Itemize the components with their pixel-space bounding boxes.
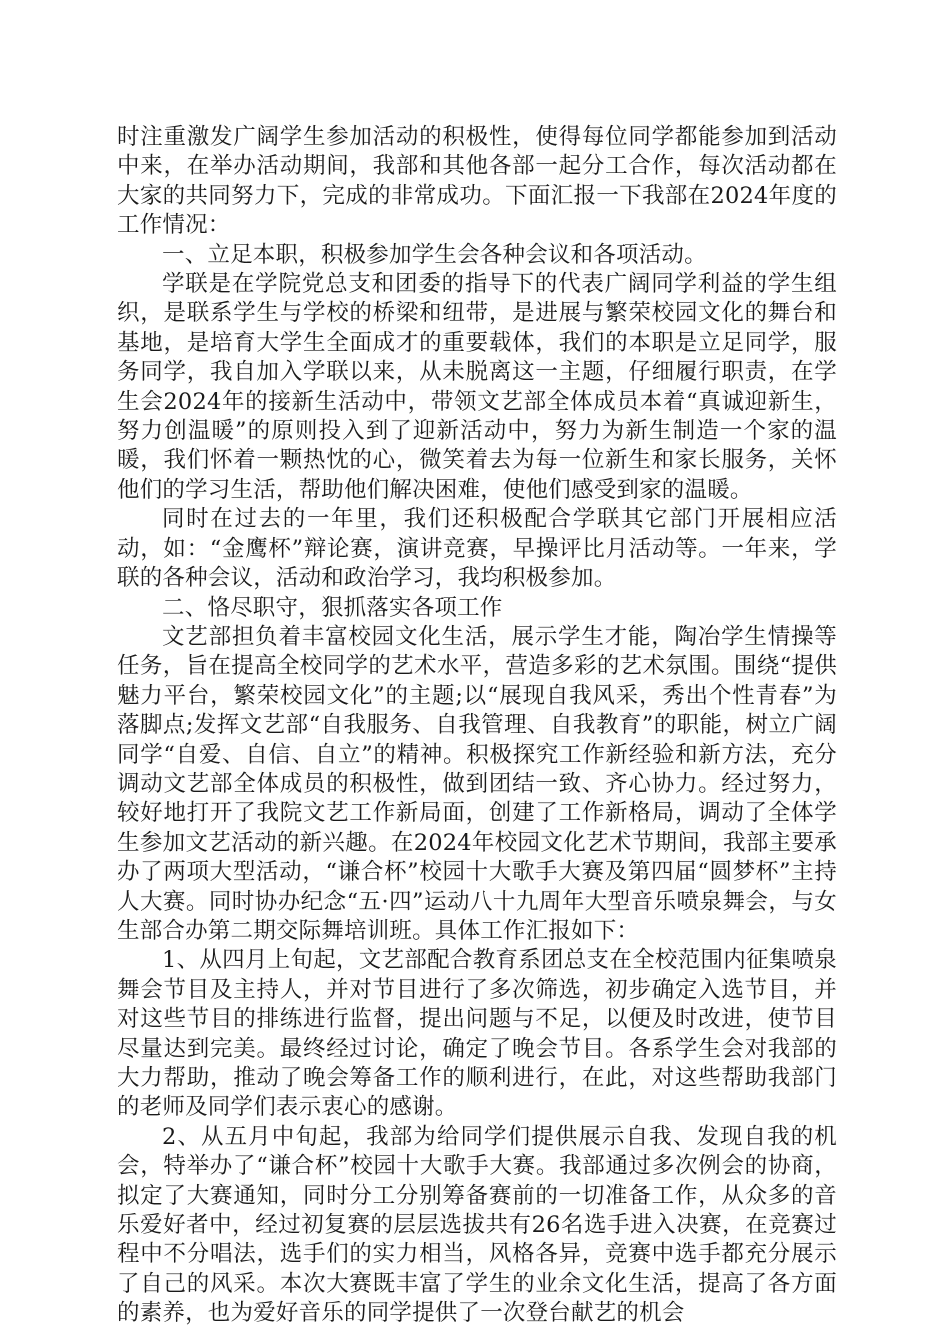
- document-body: [117, 123, 837, 1329]
- section-heading-one: 一、立足本职，积极参加学生会各种会议和各项活动。: [162, 241, 707, 268]
- paragraph-cooperation: 同时在过去的一年里，我们还积极配合学联其它部门开展相应活动，如：“金鹰杯”辩论赛，演讲竞赛，早操评比月活动等。一年来，学联的各种会议，活动和政治学习，我均积极参加。: [117, 506, 837, 592]
- paragraph-continuation: 时注重激发广阔学生参加活动的积极性，使得每位同学都能参加到活动中来，在举办活动期间，我部和其他各部一起分工合作，每次活动都在大家的共同努力下，完成的非常成功。下面汇报一下我部在2024年度的工作情况：: [117, 124, 837, 239]
- paragraph-arts-department: 文艺部担负着丰富校园文化生活，展示学生才能，陶冶学生情操等任务，旨在提高全校同学的艺术水平，营造多彩的艺术氛围。围绕“提供魅力平台，繁荣校园文化”的主题;以“展现自我风采，秀出个性青春”为落脚点;发挥文艺部“自我服务、自我管理、自我教育”的职能，树立广阔同学“自爱、自信、自立”的精神。积极探究工作新经验和新方法，充分调动文艺部全体成员的积极性，做到团结一致、齐心协力。经过努力，较好地打开了我院文艺工作新局面，创建了工作新格局，调动了全体学生参加文艺活动的新兴趣。在2024年校园文化艺术节期间，我部主要承办了两项大型活动，“谦合杯”校园十大歌手大赛及第四届“圆梦杯”主持人大赛。同时协办纪念“五·四”运动八十九周年大型音乐喷泉舞会，与女生部合办第二期交际舞培训班。具体工作汇报如下：: [117, 623, 837, 944]
- paragraph-item-one: 1、从四月上旬起，文艺部配合教育系团总支在全校范围内征集喷泉舞会节目及主持人，并对节目进行了多次筛选，初步确定入选节目，并对这些节目的排练进行监督，提出问题与不足，以便及时改进，使节目尽量达到完美。最终经过讨论，确定了晚会节目。各系学生会对我部的大力帮助，推动了晚会筹备工作的顺利进行，在此，对这些帮助我部门的老师及同学们表示衷心的感谢。: [117, 947, 837, 1121]
- section-heading-two: 二、恪尽职守，狠抓落实各项工作: [162, 594, 503, 621]
- paragraph-item-two: 2、从五月中旬起，我部为给同学们提供展示自我、发现自我的机会，特举办了“谦合杯”校园十大歌手大赛。我部通过多次例会的协商，拟定了大赛通知，同时分工分别筹备赛前的一切准备工作，从众多的音乐爱好者中，经过初复赛的层层选拔共有26名选手进入决赛，在竞赛过程中不分唱法，选手们的实力相当，风格各异，竞赛中选手都充分展示了自己的风采。本次大赛既丰富了学生的业余文化生活，提高了各方面的素养，也为爱好音乐的同学提供了一次登台献艺的机会: [117, 1123, 837, 1327]
- paragraph-student-union: 学联是在学院党总支和团委的指导下的代表广阔同学利益的学生组织，是联系学生与学校的桥梁和纽带，是进展与繁荣校园文化的舞台和基地，是培育大学生全面成才的重要载体，我们的本职是立足同学，服务同学，我自加入学联以来，从未脱离这一主题，仔细履行职责，在学生会2024年的接新生活动中，带领文艺部全体成员本着“真诚迎新生，努力创温暖”的原则投入到了迎新活动中，努力为新生制造一个家的温暖，我们怀着一颗热忱的心，微笑着去为每一位新生和家长服务，关怀他们的学习生活，帮助他们解决困难，使他们感受到家的温暖。: [117, 271, 837, 503]
